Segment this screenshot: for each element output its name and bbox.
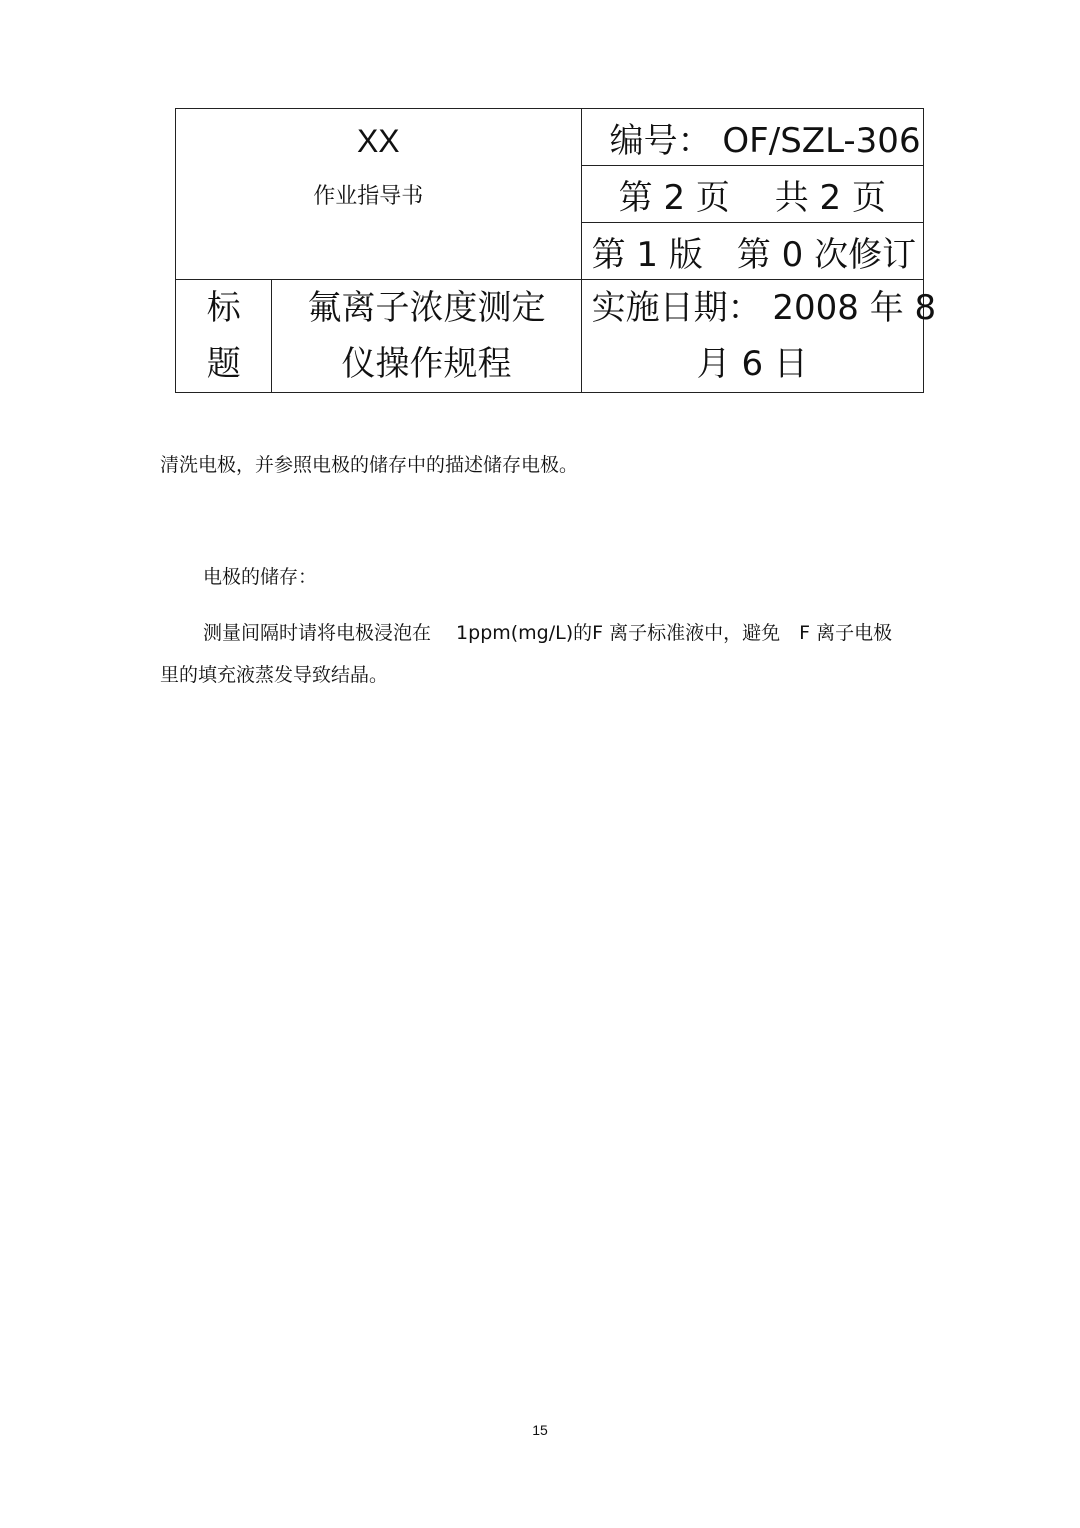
effective-date-cell — [581, 280, 937, 393]
page-info: 第 2 页 共 2 页 — [581, 166, 923, 223]
document-header-table — [175, 108, 937, 393]
version-info: 第 1 版 第 0 次修订 — [581, 223, 923, 280]
paragraph-storage-line2: 里的填充液蒸发导致结晶。 — [160, 664, 389, 686]
section-heading-storage: 电极的储存： — [203, 566, 318, 588]
paragraph-storage-line1: 测量间隔时请将电极浸泡在 1ppm(mg/L)的F 离子标准液中，避免 F 离子电极 — [203, 622, 893, 644]
document-type: 作业指导书 — [313, 184, 424, 209]
title-label-cell — [176, 280, 272, 393]
paragraph-clean-electrode: 清洗电极，并参照电极的储存中的描述储存电极。 — [160, 454, 579, 476]
effective-date-line1: 实施日期： 2008 年 8 — [591, 288, 937, 328]
organization-name: XX — [356, 123, 400, 159]
document-title-line2: 仪操作规程 — [341, 344, 512, 384]
organization-cell — [176, 109, 582, 280]
title-label-line2: 题 — [206, 344, 241, 384]
title-label-line1: 标 — [206, 288, 241, 328]
page-number: 15 — [532, 1422, 548, 1438]
document-number: 编号： OF/SZL-306 — [581, 109, 923, 166]
document-title-cell — [272, 280, 581, 393]
effective-date-line2: 月 6 日 — [696, 344, 808, 384]
document-title-line1: 氟离子浓度测定 — [307, 288, 546, 328]
